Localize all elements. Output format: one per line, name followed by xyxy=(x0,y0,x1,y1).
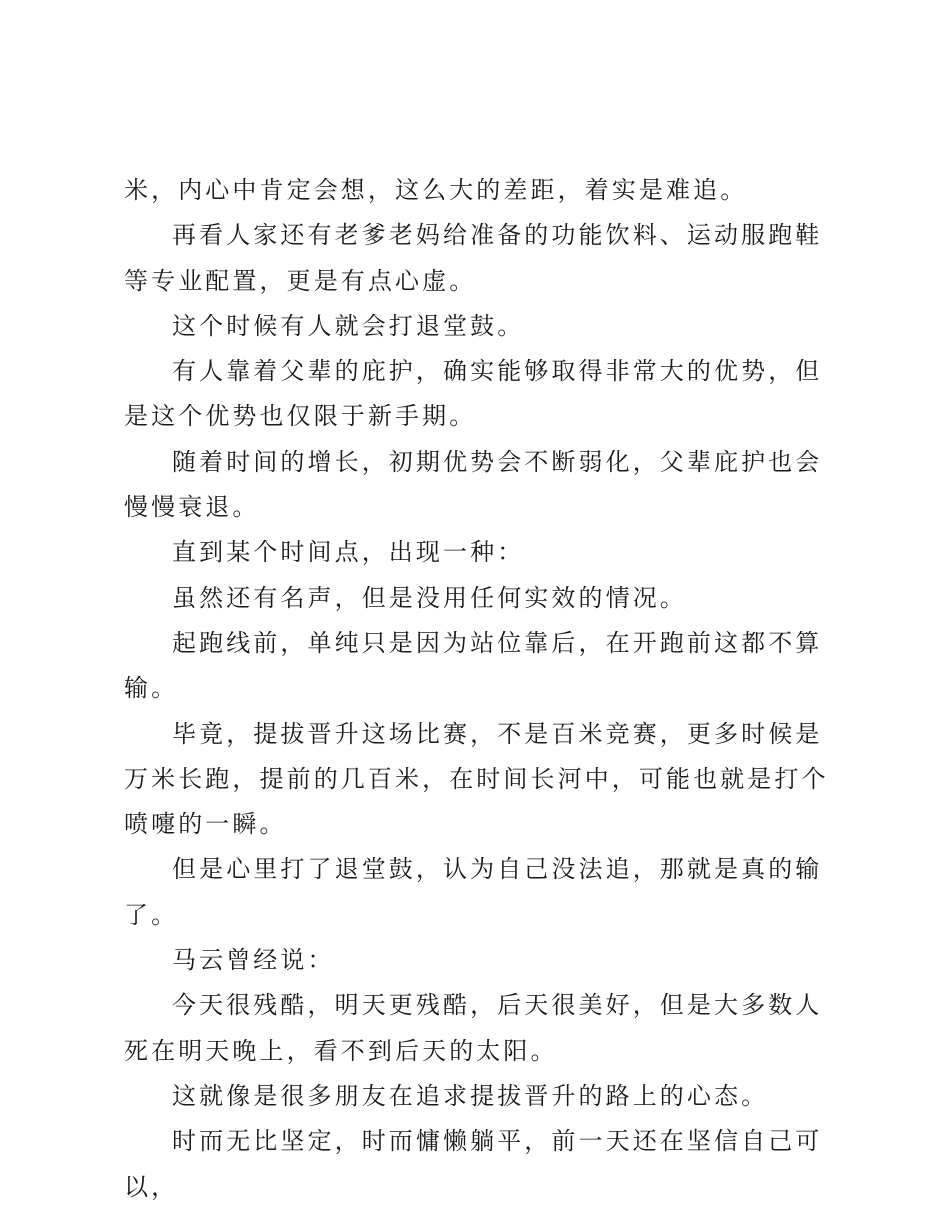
paragraph-10: 但是心里打了退堂鼓，认为自己没法追，那就是真的输了。 xyxy=(124,855,823,929)
paragraph-8: 起跑线前，单纯只是因为站位靠后，在开跑前这都不算输。 xyxy=(124,628,823,703)
paragraph-9: 毕竟，提拔晋升这场比赛，不是百米竞赛，更多时候是万米长跑，提前的几百米，在时间长河中，可能也就是打个喷嚏的一瞬。 xyxy=(124,719,829,839)
paragraph-11: 马云曾经说： xyxy=(172,946,335,975)
paragraph-2: 再看人家还有老爹老妈给准备的功能饮料、运动服跑鞋等专业配置，更是有点心虚。 xyxy=(124,221,823,295)
paragraph-12: 今天很残酷，明天更残酷，后天很美好，但是大多数人死在明天晚上，看不到后天的太阳。 xyxy=(124,991,823,1065)
paragraph-1: 米，内心中肯定会想，这么大的差距，着实是难追。 xyxy=(124,176,748,204)
paragraph-7: 虽然还有名声，但是没用任何实效的情况。 xyxy=(172,583,687,612)
paragraph-4: 有人靠着父辈的庇护，确实能够取得非常大的优势，但是这个优势也仅限于新手期。 xyxy=(124,357,823,431)
paragraph-3: 这个时候有人就会打退堂鼓。 xyxy=(172,311,525,340)
paragraph-5: 随着时间的增长，初期优势会不断弱化，父辈庇护也会慢慢衰退。 xyxy=(124,447,823,522)
paragraph-13: 这就像是很多朋友在追求提拔晋升的路上的心态。 xyxy=(172,1081,769,1110)
paragraph-6: 直到某个时间点，出现一种： xyxy=(172,538,525,567)
document-body xyxy=(124,168,834,1210)
paragraph-14: 时而无比坚定，时而慵懒躺平，前一天还在坚信自己可以， xyxy=(124,1127,823,1201)
